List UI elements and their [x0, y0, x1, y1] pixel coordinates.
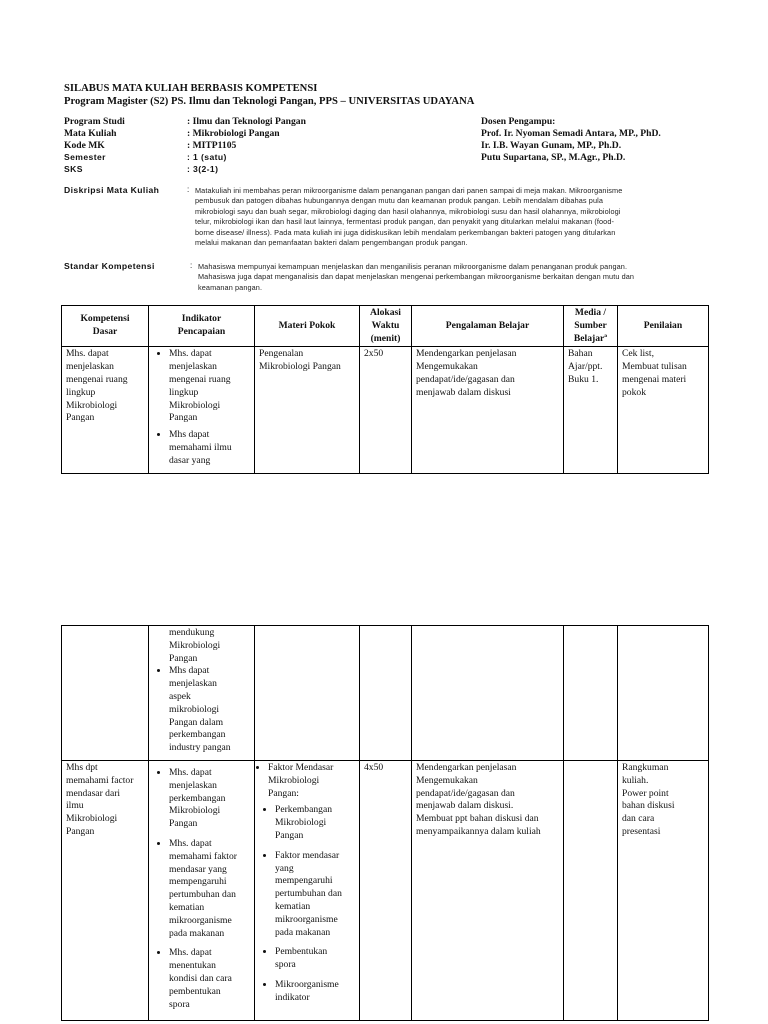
cell-pengalaman: Mendengarkan penjelasan Mengemukakan pendapat/ide/gagasan dan menjawab dalam diskusi. Membuat ppt bahan diskusi dan menyampaikannya dalam kuliah	[412, 760, 564, 1020]
table-row	[62, 626, 709, 761]
cell-pengalaman: Mendengarkan penjelasan Mengemukakan pendapat/ide/gagasan dan menjawab dalam diskusi	[412, 347, 564, 473]
indikator-item: • Mhs dapat memahami ilmu dasar yang	[169, 429, 250, 467]
kode-mk-value: : MITP1105	[187, 140, 237, 151]
header-media-sumber: Media / Sumber Belajarª	[564, 306, 618, 347]
cell-kompetensi: Mhs dpt memahami factor mendasar dari ilmu Mikrobiologi Pangan	[62, 760, 149, 1020]
mata-kuliah-value: : Mikrobiologi Pangan	[187, 128, 280, 139]
cell-materi	[255, 760, 360, 1020]
materi-item: • Perkembangan Mikrobiologi Pangan	[275, 804, 355, 842]
table-row	[62, 760, 709, 1020]
indikator-item: • Mhs dapat menjelaskan aspek mikrobiologi Pangan dalam perkembangan industry pangan	[169, 665, 250, 755]
indikator-item: • Mhs. dapat menentukan kondisi dan cara pembentukan spora	[169, 947, 250, 1011]
cell-alokasi: 4x50	[360, 760, 412, 1020]
semester-label: Semester	[64, 152, 106, 162]
cell-alokasi	[360, 626, 412, 761]
header-kompetensi-dasar: Kompetensi Dasar	[62, 306, 149, 347]
materi-heading: • Faktor Mendasar Mikrobiologi Pangan:	[268, 762, 355, 800]
syllabus-table-part-1	[61, 305, 709, 474]
indikator-item: • Mhs. dapat memahami faktor mendasar yang mempengaruhi pertumbuhan dan kematian mikroorganisme pada makanan	[169, 838, 250, 940]
cell-kompetensi: Mhs. dapat menjelaskan mengenai ruang lingkup Mikrobiologi Pangan	[62, 347, 149, 473]
indikator-item: • Mhs. dapat menjelaskan perkembangan Mikrobiologi Pangan	[169, 767, 250, 831]
cell-penilaian	[618, 626, 709, 761]
materi-item: • Pembentukan spora	[275, 946, 355, 972]
materi-item: • Faktor mendasar yang mempengaruhi pertumbuhan dan kematian mikroorganisme pada makanan	[275, 850, 355, 940]
cell-indikator	[149, 626, 255, 761]
dosen-name-1: Prof. Ir. Nyoman Semadi Antara, MP., PhD.	[481, 128, 661, 139]
header-materi-pokok: Materi Pokok	[255, 306, 360, 347]
standar-colon: :	[190, 261, 193, 270]
cell-indikator	[149, 347, 255, 473]
mata-kuliah-label: Mata Kuliah	[64, 128, 117, 139]
cell-materi	[255, 626, 360, 761]
indikator-continuation: mendukung Mikrobiologi Pangan	[169, 627, 221, 664]
header-alokasi-waktu: Alokasi Waktu (menit)	[360, 306, 412, 347]
program-studi-label: Program Studi	[64, 116, 125, 127]
header-indikator-pencapaian: Indikator Pencapaian	[149, 306, 255, 347]
program-studi-value: : Ilmu dan Teknologi Pangan	[187, 116, 306, 127]
indikator-item: • Mhs. dapat menjelaskan mengenai ruang lingkup Mikrobiologi Pangan	[169, 348, 250, 425]
standar-kompetensi-label: Standar Kompetensi	[64, 261, 155, 271]
cell-indikator	[149, 760, 255, 1020]
document-title: SILABUS MATA KULIAH BERBASIS KOMPETENSI	[64, 83, 318, 94]
deskripsi-label: Diskripsi Mata Kuliah	[64, 185, 160, 195]
header-penilaian: Penilaian	[618, 306, 709, 347]
cell-alokasi: 2x50	[360, 347, 412, 473]
cell-media	[564, 760, 618, 1020]
cell-kompetensi	[62, 626, 149, 761]
dosen-name-2: Ir. I.B. Wayan Gunam, MP., Ph.D.	[481, 140, 622, 151]
deskripsi-text: Matakuliah ini membahas peran mikroorganisme dalam penanganan pangan dari panen sampai di meja makan. Mikroorganisme pembusuk dan patogen dibahas hubungannya dengan mutu dan keamanan produk pangan. Lebih mendalam dibahas pula mikrobiologi sayu dan buah segar, mikrobiologi daging dan hasil olahannya, mikrobiologi susu dan hasil olahannya, mikrobiologi telur, mikrobiologi ikan dan hasil laut lainnya, fermentasi produk pangan, dan penyakit yang ditularkan melalui makanan (food- borne disease/ illness). Pada mata kuliah ini juga didiskusikan lebih mendalam perkembangan bakteri patogen yang ditularkan melalui makanan dan pemanfaatan bakteri dalam pengembangan produk pangan.	[195, 186, 623, 248]
cell-materi: Pengenalan Mikrobiologi Pangan	[255, 347, 360, 473]
document-subtitle: Program Magister (S2) PS. Ilmu dan Teknologi Pangan, PPS – UNIVERSITAS UDAYANA	[64, 96, 475, 107]
dosen-name-3: Putu Supartana, SP., M.Agr., Ph.D.	[481, 152, 626, 163]
cell-media	[564, 626, 618, 761]
cell-penilaian: Rangkuman kuliah. Power point bahan diskusi dan cara presentasi	[618, 760, 709, 1020]
syllabus-table-part-2	[61, 625, 709, 1021]
cell-media: Bahan Ajar/ppt. Buku 1.	[564, 347, 618, 473]
table-row	[62, 347, 709, 473]
cell-pengalaman	[412, 626, 564, 761]
table-header-row	[62, 306, 709, 347]
materi-item: • Mikroorganisme indikator	[275, 979, 355, 1005]
kode-mk-label: Kode MK	[64, 140, 105, 151]
sks-label: SKS	[64, 164, 83, 174]
sks-value: : 3(2-1)	[187, 164, 219, 174]
header-pengalaman-belajar: Pengalaman Belajar	[412, 306, 564, 347]
cell-penilaian: Cek list, Membuat tulisan mengenai materi pokok	[618, 347, 709, 473]
standar-kompetensi-text: Mahasiswa mempunyai kemampuan menjelaskan dan menganilisis peranan mikroorganisme dalam penanganan produk pangan. Mahasiswa juga dapat menganalisis dan dapat menjelaskan mengenai perkembangan mikroorganisme berkaitan dengan mutu dan keamanan pangan.	[198, 262, 635, 292]
semester-value: : 1 (satu)	[187, 152, 227, 162]
deskripsi-colon: :	[187, 185, 190, 194]
dosen-label: Dosen Pengampu:	[481, 116, 556, 127]
